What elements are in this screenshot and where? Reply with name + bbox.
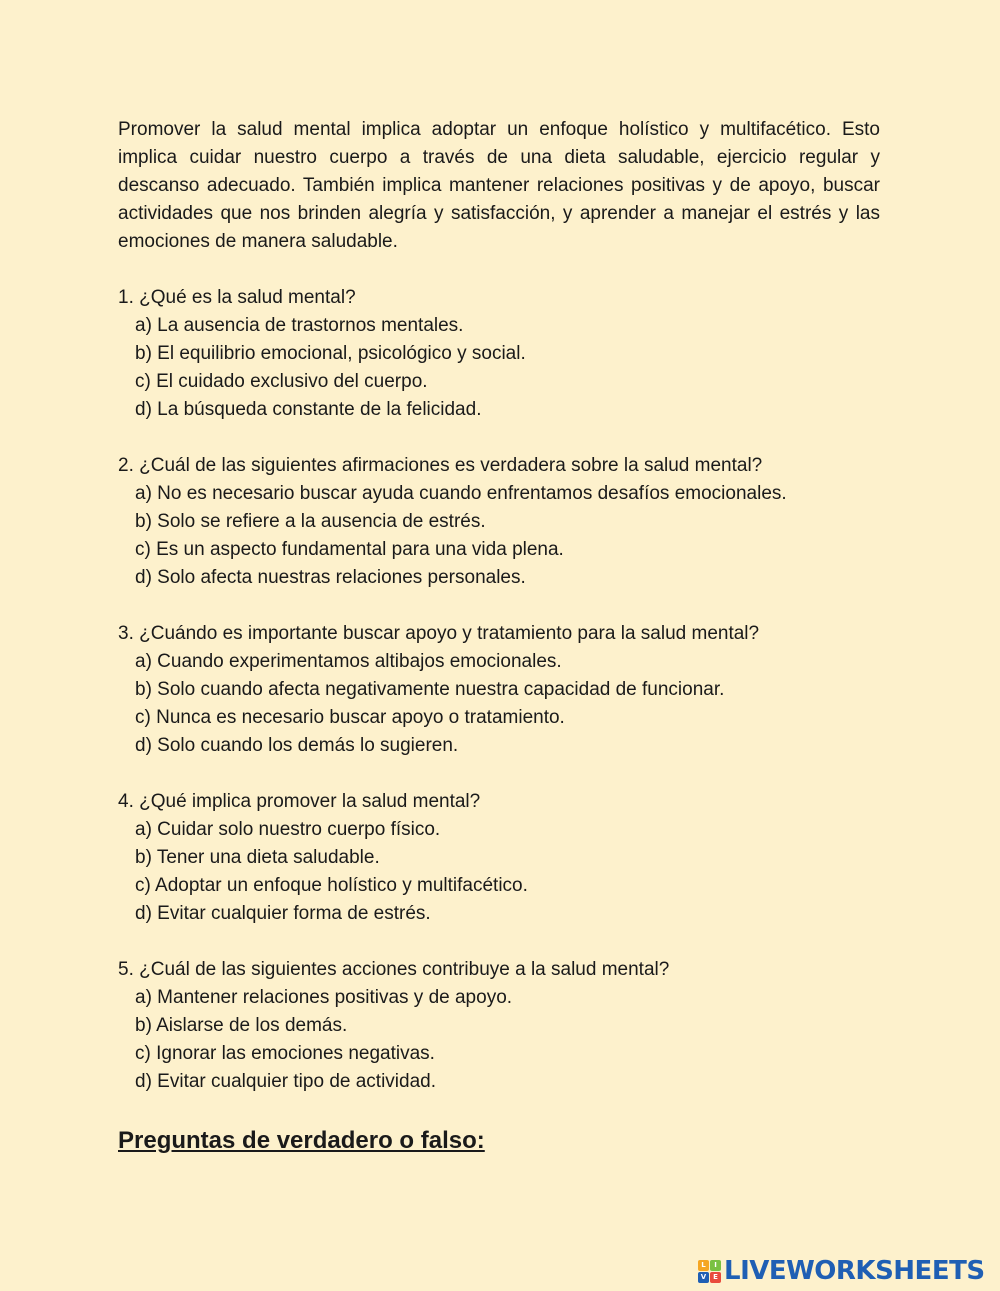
answer-option[interactable]: b) Aislarse de los demás. (135, 1015, 348, 1036)
logo-mark-letter: L (698, 1260, 709, 1271)
answer-option[interactable]: c) Nunca es necesario buscar apoyo o tratamiento. (135, 707, 565, 728)
answer-option[interactable]: c) Es un aspecto fundamental para una vida plena. (135, 539, 564, 560)
liveworksheets-logo[interactable] (698, 1256, 985, 1286)
worksheet-page (118, 116, 880, 1156)
answer-option[interactable]: d) Evitar cualquier forma de estrés. (135, 903, 431, 924)
question-text: 4. ¿Qué implica promover la salud mental? (118, 791, 481, 812)
answer-option[interactable]: a) Mantener relaciones positivas y de apoyo. (135, 987, 513, 1008)
answer-option[interactable]: d) Evitar cualquier tipo de actividad. (135, 1071, 436, 1092)
question-text: 3. ¿Cuándo es importante buscar apoyo y tratamiento para la salud mental? (118, 623, 760, 644)
answer-option[interactable]: d) La búsqueda constante de la felicidad. (135, 399, 482, 420)
question-text: 1. ¿Qué es la salud mental? (118, 287, 356, 308)
logo-mark-letter: V (698, 1272, 709, 1283)
question-text: 2. ¿Cuál de las siguientes afirmaciones es verdadera sobre la salud mental? (118, 455, 763, 476)
answer-option[interactable]: d) Solo afecta nuestras relaciones personales. (135, 567, 526, 588)
answer-option[interactable]: a) Cuando experimentamos altibajos emocionales. (135, 651, 562, 672)
question-3 (118, 620, 880, 760)
answer-option[interactable]: a) La ausencia de trastornos mentales. (135, 315, 464, 336)
logo-text: LIVEWORKSHEETS (724, 1256, 985, 1286)
answer-option[interactable]: b) El equilibrio emocional, psicológico y social. (135, 343, 526, 364)
answer-option[interactable]: b) Solo cuando afecta negativamente nuestra capacidad de funcionar. (135, 679, 725, 700)
answer-option[interactable]: d) Solo cuando los demás lo sugieren. (135, 735, 459, 756)
section-heading: Preguntas de verdadero o falso: (118, 1127, 485, 1154)
intro-paragraph: Promover la salud mental implica adoptar un enfoque holístico y multifacético. Esto implica cuidar nuestro cuerpo a través de una dieta saludable, ejercicio regular y descanso adecuado. También implica mantener relaciones positivas y de apoyo, buscar actividades que nos brinden alegría y satisfacción, y aprender a manejar el estrés y las emociones de manera saludable. (118, 119, 880, 252)
question-5 (118, 956, 880, 1096)
logo-mark-letter: I (710, 1260, 721, 1271)
answer-option[interactable]: a) No es necesario buscar ayuda cuando enfrentamos desafíos emocionales. (135, 483, 787, 504)
answer-option[interactable]: c) Ignorar las emociones negativas. (135, 1043, 435, 1064)
question-1 (118, 284, 880, 424)
logo-mark-icon (698, 1260, 721, 1283)
answer-option[interactable]: c) Adoptar un enfoque holístico y multifacético. (135, 875, 528, 896)
answer-option[interactable]: b) Solo se refiere a la ausencia de estrés. (135, 511, 486, 532)
answer-option[interactable]: b) Tener una dieta saludable. (135, 847, 380, 868)
question-text: 5. ¿Cuál de las siguientes acciones contribuye a la salud mental? (118, 959, 670, 980)
question-4 (118, 788, 880, 928)
question-2 (118, 452, 880, 592)
answer-option[interactable]: c) El cuidado exclusivo del cuerpo. (135, 371, 428, 392)
logo-mark-letter: E (710, 1272, 721, 1283)
answer-option[interactable]: a) Cuidar solo nuestro cuerpo físico. (135, 819, 441, 840)
